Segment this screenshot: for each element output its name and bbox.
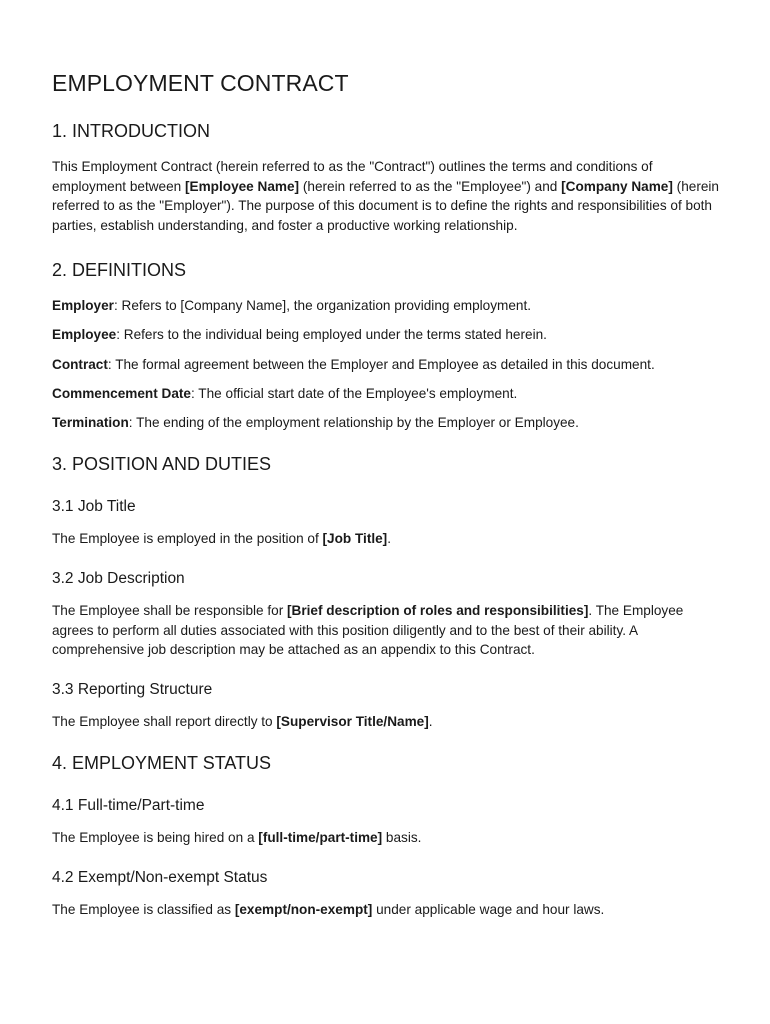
document-title: EMPLOYMENT CONTRACT <box>52 70 349 96</box>
definitions-heading: 2. DEFINITIONS <box>52 260 187 281</box>
supervisor-placeholder: [Supervisor Title/Name] <box>276 713 429 729</box>
company-name-placeholder: [Company Name] <box>561 178 673 194</box>
full-time-placeholder: [full-time/part-time] <box>258 830 383 846</box>
definition-term: Termination <box>52 414 129 430</box>
full-time-subsection <box>52 797 724 848</box>
definition-term: Employer <box>52 298 114 314</box>
job-description-subsection <box>52 570 724 660</box>
position-heading: 3. POSITION AND DUTIES <box>52 454 272 475</box>
reporting-paragraph: The Employee shall report directly to [Supervisor Title/Name]. <box>52 713 433 729</box>
roles-placeholder: [Brief description of roles and responsibilities] <box>287 602 589 618</box>
exempt-heading: 4.2 Exempt/Non-exempt Status <box>52 868 268 886</box>
job-title-paragraph: The Employee is employed in the position of [Job Title]. <box>52 531 391 547</box>
exempt-paragraph: The Employee is classified as [exempt/non-exempt] under applicable wage and hour laws. <box>52 901 605 917</box>
reporting-heading: 3.3 Reporting Structure <box>52 680 213 698</box>
introduction-paragraph: This Employment Contract (herein referred to as the "Contract") outlines the terms and conditions of employment between [Employee Name] (herein referred to as the "Employee") and [Company Name] (herein referred to as the "Employer"). The purpose of this document is to define the rights and responsibilities of both parties, establish understanding, and foster a productive working relationship. <box>52 159 719 233</box>
definition-term: Contract <box>52 356 108 372</box>
job-title-heading: 3.1 Job Title <box>52 498 136 516</box>
introduction-section <box>52 121 724 235</box>
position-section <box>52 454 724 731</box>
employment-status-heading: 4. EMPLOYMENT STATUS <box>52 753 272 774</box>
definition-item: Contract: The formal agreement between the Employer and Employee as detailed in this document. <box>52 356 655 372</box>
definition-term: Commencement Date <box>52 385 191 401</box>
definition-item: Termination: The ending of the employment relationship by the Employer or Employee. <box>52 414 579 430</box>
job-description-paragraph: The Employee shall be responsible for [Brief description of roles and responsibilities]. The Employee agrees to perform all duties associated with this position diligently and to the best of their ability. A comprehensive job description may be attached as an appendix to this Contract. <box>52 602 684 658</box>
definitions-section <box>52 260 724 432</box>
introduction-heading: 1. INTRODUCTION <box>52 121 211 141</box>
definition-term: Employee <box>52 327 117 343</box>
reporting-subsection <box>52 681 724 732</box>
job-description-heading: 3.2 Job Description <box>52 569 185 587</box>
definition-item: Commencement Date: The official start date of the Employee's employment. <box>52 385 518 401</box>
employment-status-section <box>52 753 724 919</box>
definition-item: Employee: Refers to the individual being employed under the terms stated herein. <box>52 327 547 343</box>
document-body <box>52 70 724 941</box>
full-time-heading: 4.1 Full-time/Part-time <box>52 797 205 815</box>
employee-name-placeholder: [Employee Name] <box>185 178 300 194</box>
exempt-placeholder: [exempt/non-exempt] <box>234 901 373 917</box>
exempt-subsection <box>52 869 724 920</box>
job-title-subsection <box>52 498 724 549</box>
definition-item: Employer: Refers to [Company Name], the organization providing employment. <box>52 298 532 314</box>
job-title-placeholder: [Job Title] <box>322 531 388 547</box>
full-time-paragraph: The Employee is being hired on a [full-time/part-time] basis. <box>52 830 422 846</box>
